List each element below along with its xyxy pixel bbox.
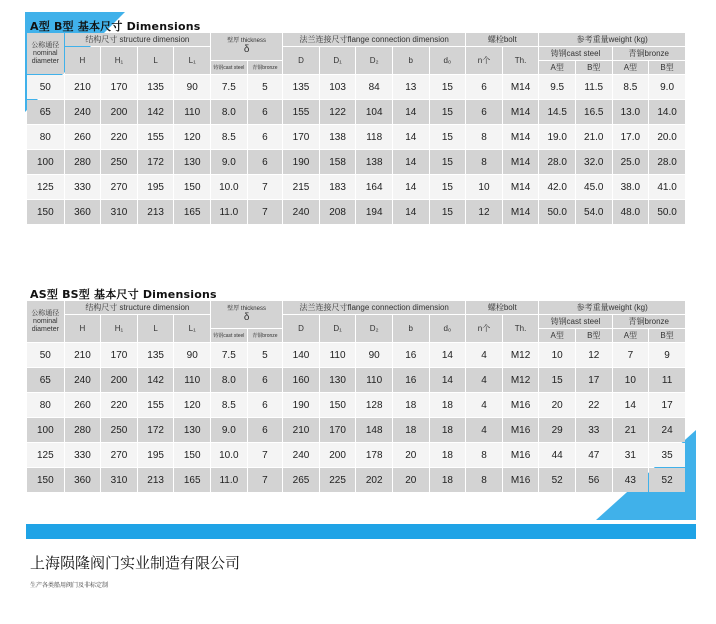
table-cell: 56 (576, 468, 612, 492)
table-cell: 4 (466, 393, 502, 417)
col-header: D₁ (320, 47, 356, 74)
table-cell: 14 (393, 125, 429, 149)
table-cell: 9.0 (211, 150, 247, 174)
row-nominal-cell: 65 (27, 368, 64, 392)
table-cell: 7.5 (211, 75, 247, 99)
row-nominal-cell: 100 (27, 418, 64, 442)
table-cell: 32.0 (576, 150, 612, 174)
table-cell: 330 (65, 443, 101, 467)
table-cell: 165 (174, 468, 210, 492)
table-cell: 330 (65, 175, 101, 199)
thickness-bronze-header: 青铜bronze (248, 329, 283, 342)
table-cell: 135 (138, 343, 174, 367)
table-cell: 21.0 (576, 125, 612, 149)
table-cell: 25.0 (613, 150, 649, 174)
table-cell: 6 (248, 150, 283, 174)
table-cell: 13 (393, 75, 429, 99)
table-cell: 9 (649, 343, 685, 367)
table-cell: 20 (393, 443, 429, 467)
table-row (27, 393, 685, 417)
table-cell: 6 (466, 100, 502, 124)
table-cell: 240 (283, 443, 319, 467)
table-cell: 14 (430, 343, 466, 367)
table-cell: 120 (174, 125, 210, 149)
bronze-header: 青铜bronze (613, 47, 685, 60)
table-title: A型 B型 基本尺寸 Dimensions (30, 20, 201, 33)
table-cell: 183 (320, 175, 356, 199)
table-cell: 14 (393, 100, 429, 124)
table-row (27, 175, 685, 199)
table-cell: 150 (320, 393, 356, 417)
table-cell: 50.0 (539, 200, 575, 224)
table-cell: 11.0 (211, 200, 247, 224)
dimensions-table-ab (26, 32, 686, 225)
table-cell: 17 (576, 368, 612, 392)
table-cell: 220 (101, 125, 137, 149)
table-cell: 10 (613, 368, 649, 392)
table-cell: 8.0 (211, 100, 247, 124)
table-cell: 5 (248, 75, 283, 99)
table-cell: M16 (503, 418, 539, 442)
table-cell: 110 (174, 368, 210, 392)
table-cell: 170 (101, 343, 137, 367)
table-cell: 15 (430, 200, 466, 224)
table-cell: 270 (101, 175, 137, 199)
table-cell: 240 (65, 100, 101, 124)
table-cell: 213 (138, 468, 174, 492)
table-cell: 31 (613, 443, 649, 467)
table-cell: 6 (248, 125, 283, 149)
table-cell: 41.0 (649, 175, 685, 199)
table-row (27, 443, 685, 467)
table-cell: 44 (539, 443, 575, 467)
thickness-label: 壁厚 thickness (227, 306, 266, 312)
table-cell: 15 (430, 175, 466, 199)
table-cell: 150 (174, 175, 210, 199)
table-cell: 360 (65, 468, 101, 492)
table-cell: 280 (65, 150, 101, 174)
company-name: 上海陨隆阀门实业制造有限公司 (30, 554, 241, 572)
table-row (27, 200, 685, 224)
col-header: H₁ (101, 47, 137, 74)
table-cell: 6 (248, 368, 283, 392)
table-cell: 12 (576, 343, 612, 367)
col-header: H (65, 47, 101, 74)
table-cell: 210 (65, 75, 101, 99)
table-cell: 10.0 (211, 175, 247, 199)
table-cell: 6 (248, 418, 283, 442)
table-cell: 18 (430, 418, 466, 442)
table-cell: 158 (320, 150, 356, 174)
table-cell: 128 (356, 393, 392, 417)
table-cell: 6 (466, 75, 502, 99)
col-header: b (393, 47, 429, 74)
table-cell: 4 (466, 343, 502, 367)
table-cell: 170 (320, 418, 356, 442)
table-cell: 7.5 (211, 343, 247, 367)
row-nominal-cell: 50 (27, 343, 64, 367)
table-cell: M14 (503, 150, 539, 174)
structure-dimension-header: 结构尺寸 structure dimension (65, 33, 210, 46)
table-cell: 11.0 (211, 468, 247, 492)
table-cell: 118 (356, 125, 392, 149)
table-cell: 14 (430, 368, 466, 392)
table-row (27, 468, 685, 492)
table-cell: 103 (320, 75, 356, 99)
table-cell: 220 (101, 393, 137, 417)
table-cell: 250 (101, 150, 137, 174)
nominal-diameter-header: 公称通径 nominal diameter (27, 33, 64, 74)
col-header: n个 (466, 47, 502, 74)
table-cell: 138 (356, 150, 392, 174)
nominal-diameter-header: 公称通径 nominal diameter (27, 301, 64, 342)
table-cell: 9.0 (649, 75, 685, 99)
table-cell: 240 (65, 368, 101, 392)
dimensions-table-asbs (26, 300, 686, 493)
table-cell: 202 (356, 468, 392, 492)
table-cell: 155 (138, 125, 174, 149)
table-cell: 7 (248, 200, 283, 224)
col-header: d₀ (430, 315, 466, 342)
table-cell: 8.0 (211, 368, 247, 392)
table-cell: 9.0 (211, 418, 247, 442)
table-cell: 20 (393, 468, 429, 492)
table-cell: 90 (356, 343, 392, 367)
thickness-cast-header: 铸钢cast steel (211, 329, 247, 342)
table-cell: 14.0 (649, 100, 685, 124)
table-cell: 142 (138, 100, 174, 124)
table-cell: 20.0 (649, 125, 685, 149)
table-cell: 24 (649, 418, 685, 442)
table-row (27, 418, 685, 442)
table-row (27, 150, 685, 174)
thickness-bronze-header: 青铜bronze (248, 61, 283, 74)
structure-dimension-header: 结构尺寸 structure dimension (65, 301, 210, 314)
thickness-symbol: δ (243, 312, 250, 323)
table-cell: 200 (320, 443, 356, 467)
table-cell: 18 (430, 393, 466, 417)
cast-steel-header: 铸钢cast steel (539, 315, 611, 328)
table-cell: 14 (393, 150, 429, 174)
row-nominal-cell: 80 (27, 125, 64, 149)
col-header: D (283, 47, 319, 74)
table-cell: 130 (174, 150, 210, 174)
table-cell: 52 (539, 468, 575, 492)
table-cell: 18 (430, 443, 466, 467)
table-cell: 190 (283, 393, 319, 417)
table-cell: 138 (320, 125, 356, 149)
table-cell: M14 (503, 75, 539, 99)
table-cell: 14 (613, 393, 649, 417)
table-cell: 210 (283, 418, 319, 442)
table-cell: 18 (393, 418, 429, 442)
col-header: L₁ (174, 47, 210, 74)
table-cell: 90 (174, 343, 210, 367)
table-cell: 213 (138, 200, 174, 224)
table-cell: 43 (613, 468, 649, 492)
table-cell: 8 (466, 125, 502, 149)
bolt-header: 螺栓bolt (466, 301, 538, 314)
col-header: D₁ (320, 315, 356, 342)
col-header: B型 (576, 329, 612, 342)
table-cell: 29 (539, 418, 575, 442)
thickness-label: 壁厚 thickness (227, 38, 266, 44)
table-cell: M14 (503, 175, 539, 199)
table-cell: 10 (539, 343, 575, 367)
table-cell: 8 (466, 468, 502, 492)
table-cell: 17 (649, 393, 685, 417)
bolt-header: 螺栓bolt (466, 33, 538, 46)
row-nominal-cell: 125 (27, 175, 64, 199)
table-row (27, 368, 685, 392)
table-cell: M14 (503, 200, 539, 224)
table-cell: 310 (101, 200, 137, 224)
col-header: D (283, 315, 319, 342)
col-header: B型 (649, 329, 685, 342)
table-cell: 250 (101, 418, 137, 442)
table-cell: 6 (248, 100, 283, 124)
table-cell: 208 (320, 200, 356, 224)
table-cell: 225 (320, 468, 356, 492)
table-cell: 110 (356, 368, 392, 392)
table-cell: 16 (393, 368, 429, 392)
col-header: H₁ (101, 315, 137, 342)
col-header: n个 (466, 315, 502, 342)
table-cell: 6 (248, 393, 283, 417)
col-header: A型 (539, 329, 575, 342)
table-cell: 18 (393, 393, 429, 417)
table-cell: 45.0 (576, 175, 612, 199)
table-cell: 84 (356, 75, 392, 99)
table-cell: 10 (466, 175, 502, 199)
table-cell: 18 (430, 468, 466, 492)
table-cell: 164 (356, 175, 392, 199)
table-row (27, 125, 685, 149)
row-nominal-cell: 80 (27, 393, 64, 417)
table-cell: 270 (101, 443, 137, 467)
table-cell: 8.5 (613, 75, 649, 99)
table-cell: M16 (503, 393, 539, 417)
table-cell: 13.0 (613, 100, 649, 124)
table-cell: 14.5 (539, 100, 575, 124)
col-header: b (393, 315, 429, 342)
table-cell: 42.0 (539, 175, 575, 199)
table-cell: 16 (393, 343, 429, 367)
table-cell: M16 (503, 443, 539, 467)
table-row (27, 343, 685, 367)
table-cell: 33 (576, 418, 612, 442)
table-cell: 210 (65, 343, 101, 367)
table-cell: 142 (138, 368, 174, 392)
table-cell: 5 (248, 343, 283, 367)
col-header: H (65, 315, 101, 342)
table-cell: 135 (283, 75, 319, 99)
thickness-symbol: δ (243, 44, 250, 55)
table-cell: 7 (613, 343, 649, 367)
col-header: Th. (503, 47, 539, 74)
table-cell: 14 (393, 175, 429, 199)
table-title: AS型 BS型 基本尺寸 Dimensions (30, 288, 217, 301)
table-cell: 195 (138, 443, 174, 467)
table-cell: 104 (356, 100, 392, 124)
col-header: L₁ (174, 315, 210, 342)
weight-header: 参考重量weight (kg) (539, 33, 685, 46)
weight-header: 参考重量weight (kg) (539, 301, 685, 314)
table-cell: 190 (283, 150, 319, 174)
table-cell: 140 (283, 343, 319, 367)
row-nominal-cell: 125 (27, 443, 64, 467)
table-cell: 15 (430, 100, 466, 124)
table-cell: 7 (248, 468, 283, 492)
table-cell: 19.0 (539, 125, 575, 149)
table-cell: 11.5 (576, 75, 612, 99)
col-header: B型 (576, 61, 612, 74)
table-cell: 122 (320, 100, 356, 124)
table-cell: 10.0 (211, 443, 247, 467)
table-cell: 260 (65, 125, 101, 149)
table-cell: 28.0 (539, 150, 575, 174)
table-cell: 8 (466, 150, 502, 174)
col-header: B型 (649, 61, 685, 74)
table-cell: M12 (503, 368, 539, 392)
table-cell: 310 (101, 468, 137, 492)
table-cell: 4 (466, 418, 502, 442)
table-cell: 8.5 (211, 393, 247, 417)
table-cell: 160 (283, 368, 319, 392)
table-cell: 54.0 (576, 200, 612, 224)
footer-accent-bar (26, 524, 696, 539)
flange-dimension-header: 法兰连接尺寸flange connection dimension (283, 301, 465, 314)
flange-dimension-header: 法兰连接尺寸flange connection dimension (283, 33, 465, 46)
col-header: D₂ (356, 47, 392, 74)
table-cell: 16.5 (576, 100, 612, 124)
table-cell: 21 (613, 418, 649, 442)
col-header: A型 (539, 61, 575, 74)
table-cell: 265 (283, 468, 319, 492)
table-cell: 260 (65, 393, 101, 417)
table-cell: 50.0 (649, 200, 685, 224)
table-cell: 110 (174, 100, 210, 124)
table-cell: 14 (393, 200, 429, 224)
table-cell: 48.0 (613, 200, 649, 224)
table-cell: 280 (65, 418, 101, 442)
table-cell: 194 (356, 200, 392, 224)
table-cell: 170 (283, 125, 319, 149)
table-cell: 110 (320, 343, 356, 367)
table-cell: 130 (174, 418, 210, 442)
table-cell: M14 (503, 125, 539, 149)
table-cell: M16 (503, 468, 539, 492)
table-cell: 9.5 (539, 75, 575, 99)
table-cell: 150 (174, 443, 210, 467)
table-cell: 15 (430, 125, 466, 149)
thickness-header (211, 33, 282, 60)
table-cell: 52 (649, 468, 685, 492)
table-cell: 178 (356, 443, 392, 467)
row-nominal-cell: 65 (27, 100, 64, 124)
col-header: A型 (613, 329, 649, 342)
table-cell: 15 (430, 75, 466, 99)
col-header: L (138, 47, 174, 74)
table-cell: 200 (101, 368, 137, 392)
table-cell: 7 (248, 175, 283, 199)
table-cell: 90 (174, 75, 210, 99)
table-cell: 15 (539, 368, 575, 392)
table-cell: 130 (320, 368, 356, 392)
table-cell: 215 (283, 175, 319, 199)
table-cell: 155 (138, 393, 174, 417)
table-cell: 38.0 (613, 175, 649, 199)
row-nominal-cell: 50 (27, 75, 64, 99)
col-header: A型 (613, 61, 649, 74)
col-header: L (138, 315, 174, 342)
table-cell: 8.5 (211, 125, 247, 149)
table-cell: 170 (101, 75, 137, 99)
table-cell: 22 (576, 393, 612, 417)
table-cell: 135 (138, 75, 174, 99)
table-cell: 20 (539, 393, 575, 417)
table-row (27, 75, 685, 99)
table-cell: 7 (248, 443, 283, 467)
table-cell: 195 (138, 175, 174, 199)
thickness-cast-header: 铸钢cast steel (211, 61, 247, 74)
cast-steel-header: 铸钢cast steel (539, 47, 611, 60)
table-cell: 17.0 (613, 125, 649, 149)
table-cell: 172 (138, 418, 174, 442)
table-cell: 240 (283, 200, 319, 224)
bronze-header: 青铜bronze (613, 315, 685, 328)
table-cell: 12 (466, 200, 502, 224)
table-cell: 155 (283, 100, 319, 124)
row-nominal-cell: 150 (27, 200, 64, 224)
table-cell: 8 (466, 443, 502, 467)
table-cell: 15 (430, 150, 466, 174)
table-cell: 200 (101, 100, 137, 124)
table-cell: 4 (466, 368, 502, 392)
thickness-header (211, 301, 282, 328)
col-header: Th. (503, 315, 539, 342)
table-row (27, 100, 685, 124)
table-cell: 360 (65, 200, 101, 224)
table-cell: 165 (174, 200, 210, 224)
table-cell: 148 (356, 418, 392, 442)
row-nominal-cell: 100 (27, 150, 64, 174)
table-cell: 120 (174, 393, 210, 417)
col-header: D₂ (356, 315, 392, 342)
table-cell: 47 (576, 443, 612, 467)
table-cell: 28.0 (649, 150, 685, 174)
table-cell: 35 (649, 443, 685, 467)
company-tagline: 生产各类船用阀门及非标定制 (30, 582, 109, 589)
table-cell: M14 (503, 100, 539, 124)
table-cell: 172 (138, 150, 174, 174)
row-nominal-cell: 150 (27, 468, 64, 492)
table-cell: 11 (649, 368, 685, 392)
col-header: d₀ (430, 47, 466, 74)
table-cell: M12 (503, 343, 539, 367)
